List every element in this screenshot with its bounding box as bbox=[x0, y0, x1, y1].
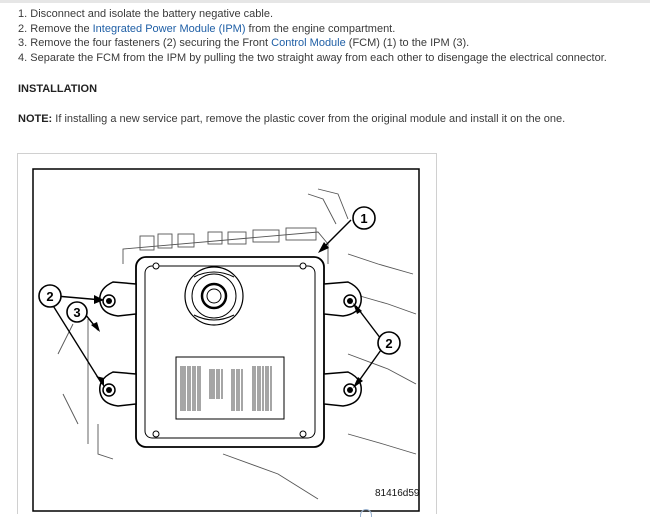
fcm-illustration-frame bbox=[17, 153, 437, 514]
fcm-illustration bbox=[18, 154, 436, 514]
installation-heading: INSTALLATION bbox=[18, 83, 98, 95]
figure-code: 81416d59 bbox=[375, 488, 420, 499]
step-text: Remove the four fasteners (2) securing the Front bbox=[30, 37, 272, 50]
installation-note bbox=[18, 113, 565, 125]
control-module-link[interactable]: Control Module bbox=[271, 37, 346, 50]
step-text: Remove the bbox=[30, 22, 93, 35]
callout-number: 2 bbox=[46, 289, 54, 304]
callout-number: 1 bbox=[360, 211, 368, 226]
ipm-link[interactable]: Integrated Power Module bbox=[92, 22, 216, 35]
step-text: from the engine compartment. bbox=[245, 22, 396, 35]
callout-number: 3 bbox=[73, 305, 81, 320]
note-label: NOTE: bbox=[18, 113, 53, 125]
step-number: 4. bbox=[18, 51, 28, 64]
step-number: 3. bbox=[18, 37, 28, 50]
step-text: (FCM) (1) to the IPM (3). bbox=[345, 37, 470, 50]
step-number: 2. bbox=[18, 22, 28, 35]
step-3 bbox=[18, 36, 607, 51]
step-1 bbox=[18, 7, 607, 22]
step-2 bbox=[18, 22, 607, 37]
callout-1 bbox=[318, 207, 375, 253]
step-4 bbox=[18, 51, 607, 66]
step-text: Disconnect and isolate the battery negative cable. bbox=[30, 8, 274, 20]
fcm-label bbox=[176, 357, 284, 419]
ipm-abbrev-link[interactable]: (IPM) bbox=[218, 22, 246, 35]
callout-3 bbox=[67, 302, 100, 332]
note-text: If installing a new service part, remove the plastic cover from the original module and install it on the one. bbox=[52, 113, 566, 125]
step-number: 1. bbox=[18, 8, 28, 20]
callout-2-right bbox=[353, 303, 400, 388]
removal-steps bbox=[18, 7, 607, 65]
step-text: Separate the FCM from the IPM by pulling the two straight away from each other to disengage the electrical connector. bbox=[30, 51, 607, 64]
top-divider bbox=[0, 0, 650, 3]
callout-2-left bbox=[39, 285, 104, 387]
callout-number: 2 bbox=[385, 336, 393, 351]
